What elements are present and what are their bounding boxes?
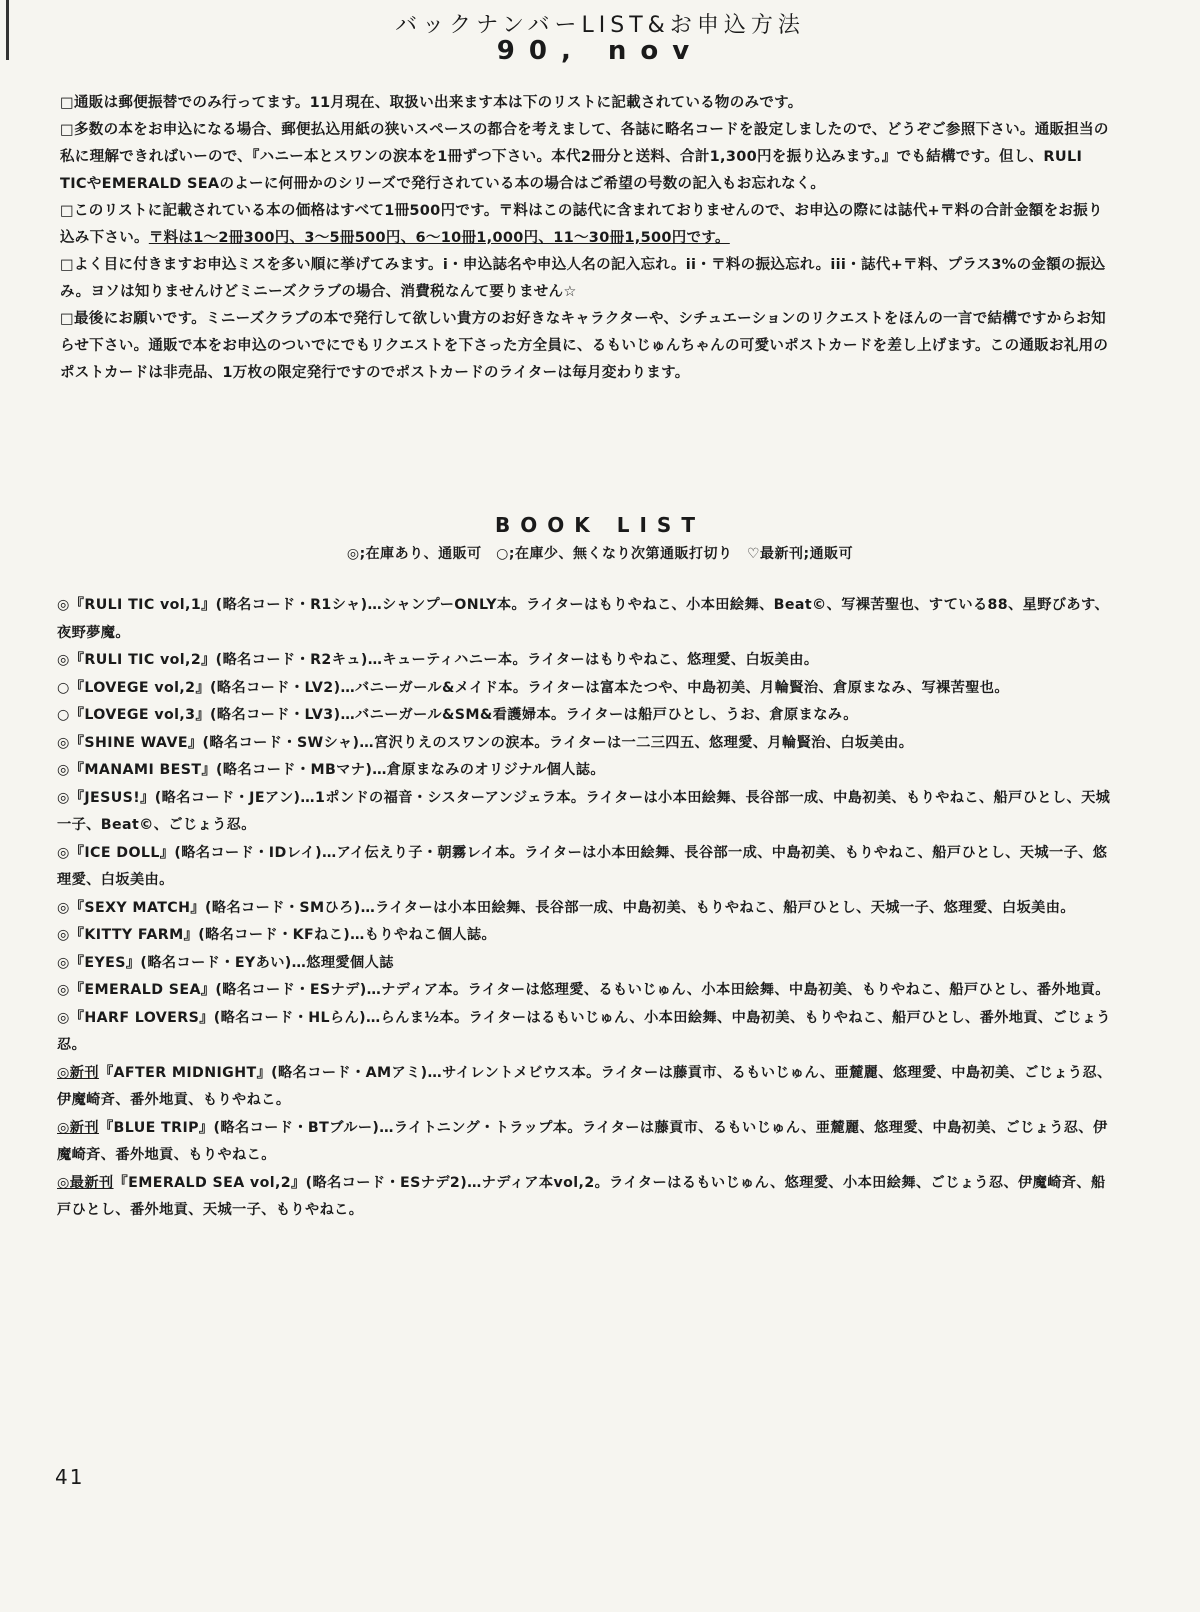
instruction-paragraph xyxy=(60,90,1110,117)
book-description: 『SEXY MATCH』(略名コード・SMひろ)…ライターは小本田絵舞、長谷部一成、中島初美、もりやねこ、船戸ひとし、天城一子、悠理愛、白坂美由。 xyxy=(69,899,1075,916)
ordering-instructions xyxy=(60,90,1110,387)
book-item xyxy=(57,1005,1117,1060)
book-list-legend: ◎;在庫あり、通販可 ○;在庫少、無くなり次第通販打切り ♡最新刊;通販可 xyxy=(346,546,854,562)
book-description: 『ICE DOLL』(略名コード・IDレイ)…アイ伝えり子・朝霧レイ本。ライターは小本田絵舞、長谷部一成、中島初美、もりやねこ、船戸ひとし、天城一子、悠理愛、白坂美由。 xyxy=(57,844,1108,888)
instruction-text: □よく目に付きますお申込ミスを多い順に挙げてみます。i・申込誌名や申込人名の記入忘れ。ii・〒料の振込忘れ。iii・誌代+〒料、プラス3%の金額の振込み。ヨソは知りませんけどミニーズクラブの場合、消費税なんて要りません☆ xyxy=(60,257,1106,300)
book-item xyxy=(57,1115,1117,1170)
book-description: 『JESUS!』(略名コード・JEアン)…1ポンドの福音・シスターアンジェラ本。ライターは小本田絵舞、長谷部一成、中島初美、もりやねこ、船戸ひとし、天城一子、Beat©、ごじょう忍。 xyxy=(57,789,1111,833)
postage-rates-text: 〒料は1〜2冊300円、3〜5冊500円、6〜10冊1,000円、11〜30冊1,500円です。 xyxy=(148,230,730,246)
instruction-text: □このリストに記載されている本の価格はすべて1冊500円です。〒料はこの誌代に含まれておりませんので、お申込の際には誌代+〒料の合計金額をお振り込み下さい。 xyxy=(60,203,1103,246)
book-item xyxy=(57,1060,1117,1115)
instruction-paragraph xyxy=(60,252,1110,306)
stock-mark: ○ xyxy=(57,679,70,696)
book-item xyxy=(57,647,1117,675)
stock-mark: ◎ xyxy=(57,789,70,806)
instruction-paragraph xyxy=(60,198,1110,252)
stock-mark: ◎ xyxy=(57,899,70,916)
stock-mark: ◎ xyxy=(57,652,70,668)
book-item xyxy=(57,785,1117,840)
instruction-text: □多数の本をお申込になる場合、郵便払込用紙の狭いスペースの都合を考えまして、各誌に略名コードを設定しましたので、どうぞご参照下さい。通販担当の私に理解できればいーので、『ハニー本とスワンの涙本を1冊ずつ下さい。本代2冊分と送料、合計1,300円を振り込みます。』でも結構です。但し、RULI TICやEMERALD SEAのよーに何冊かのシリーズで発行されている本の場合はご希望の号数の記入もお忘れなく。 xyxy=(60,122,1109,192)
book-item xyxy=(57,922,1117,950)
book-description: 『HARF LOVERS』(略名コード・HLらん)…らんま½本。ライターはるもいじゅん、小本田絵舞、中島初美、もりやねこ、船戸ひとし、番外地貢、ごじょう忍。 xyxy=(57,1009,1111,1053)
book-description: 『KITTY FARM』(略名コード・KFねこ)…もりやねこ個人誌。 xyxy=(69,927,497,943)
book-description: 『BLUE TRIP』(略名コード・BTブルー)…ライトニング・トラップ本。ライターは藤貢市、るもいじゅん、亜麓麗、悠理愛、中島初美、ごじょう忍、伊魔崎斉、番外地貢、もりやねこ。 xyxy=(57,1119,1108,1163)
book-item xyxy=(57,757,1117,785)
stock-mark: ◎ xyxy=(57,762,70,778)
stock-mark: ○ xyxy=(57,707,70,723)
book-description: 『AFTER MIDNIGHT』(略名コード・AMアミ)…サイレントメビウス本。ライターは藤貢市、るもいじゅん、亜麓麗、悠理愛、中島初美、ごじょう忍、伊魔崎斉、番外地貢、もりやねこ。 xyxy=(57,1064,1112,1108)
book-description: 『RULI TIC vol,1』(略名コード・R1シャ)…シャンプーONLY本。ライターはもりやねこ、小本田絵舞、Beat©、写裸苦聖也、すている88、星野びあす、夜野夢魔。 xyxy=(57,597,1110,641)
book-description: 『MANAMI BEST』(略名コード・MBマナ)…倉原まなみのオリジナル個人誌。 xyxy=(69,762,605,778)
book-description: 『LOVEGE vol,3』(略名コード・LV3)…バニーガール&SM&看護婦本。ライターは船戸ひとし、うお、倉原まなみ。 xyxy=(69,707,858,723)
page-title: バックナンバーLIST&お申込方法 xyxy=(395,13,805,38)
book-description: 『RULI TIC vol,2』(略名コード・R2キュ)…キューティハニー本。ライターはもりやねこ、悠理愛、白坂美由。 xyxy=(69,652,819,668)
book-description: 『EMERALD SEA vol,2』(略名コード・ESナデ2)…ナディア本vol,2。ライターはるもいじゅん、悠理愛、小本田絵舞、ごじょう忍、伊魔崎斉、船戸ひとし、番外地貢、天城一子、もりやねこ。 xyxy=(57,1174,1106,1218)
book-list xyxy=(57,592,1117,1225)
stock-mark: ◎ xyxy=(57,982,70,998)
book-item xyxy=(57,1170,1117,1225)
instruction-text: □通販は郵便振替でのみ行ってます。11月現在、取扱い出来ます本は下のリストに記載されている物のみです。 xyxy=(60,95,803,111)
book-description: 『EMERALD SEA』(略名コード・ESナデ)…ナディア本。ライターは悠理愛、るもいじゅん、小本田絵舞、中島初美、もりやねこ、船戸ひとし、番外地貢。 xyxy=(69,982,1110,998)
book-description: 『SHINE WAVE』(略名コード・SWシャ)…宮沢りえのスワンの涙本。ライターは一二三四五、悠理愛、月輪賢治、白坂美由。 xyxy=(69,734,914,751)
book-description: 『EYES』(略名コード・EYあい)…悠理愛個人誌 xyxy=(69,954,394,971)
stock-mark: ◎最新刊 xyxy=(57,1174,114,1191)
instruction-paragraph xyxy=(60,117,1110,198)
stock-mark: ◎ xyxy=(57,844,70,861)
book-list-heading: BOOK LIST xyxy=(495,513,705,537)
page-subtitle: 90, nov xyxy=(496,36,704,66)
instruction-text: □最後にお願いです。ミニーズクラブの本で発行して欲しい貴方のお好きなキャラクターや、シチュエーションのリクエストをほんの一言で結構ですからお知らせ下さい。通販で本をお申込のついでにでもリクエストを下さった方全員に、るもいじゅんちゃんの可愛いポストカードを差し上げます。この通販お礼用のポストカードは非売品、1万枚の限定発行ですのでポストカードのライターは毎月変わります。 xyxy=(60,311,1109,381)
book-description: 『LOVEGE vol,2』(略名コード・LV2)…バニーガール&メイド本。ライターは富本たつや、中島初美、月輪賢治、倉原まなみ、写裸苦聖也。 xyxy=(69,679,1009,696)
book-item xyxy=(57,675,1117,703)
stock-mark: ◎ xyxy=(57,954,70,971)
instruction-paragraph xyxy=(60,306,1110,387)
page-number: 41 xyxy=(55,1465,85,1489)
book-item xyxy=(57,840,1117,895)
stock-mark: ◎ xyxy=(57,1009,70,1026)
stock-mark: ◎ xyxy=(57,734,70,751)
book-item xyxy=(57,950,1117,978)
stock-mark: ◎ xyxy=(57,597,70,613)
stock-mark: ◎新刊 xyxy=(57,1064,99,1081)
book-item xyxy=(57,977,1117,1005)
book-item xyxy=(57,895,1117,923)
stock-mark: ◎新刊 xyxy=(57,1119,99,1136)
book-item xyxy=(57,730,1117,758)
book-item xyxy=(57,592,1117,647)
stock-mark: ◎ xyxy=(57,927,70,943)
book-item xyxy=(57,702,1117,730)
